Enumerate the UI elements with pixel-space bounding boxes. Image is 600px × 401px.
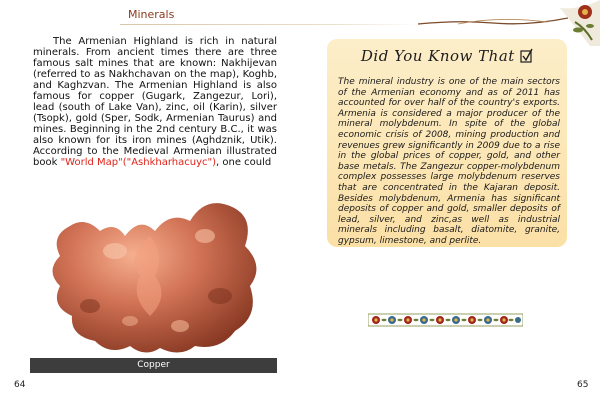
checkbox-icon [520, 48, 533, 63]
did-you-know-title-text: Did You Know That [360, 47, 515, 65]
header-swoosh-icon [418, 12, 568, 32]
copper-photo [30, 176, 277, 358]
did-you-know-title [327, 47, 567, 65]
paragraph-text: The Armenian Highland is rich in natural minerals. From ancient times there are three famous salt mines that are known: Nakhijevan (referred to as Nakhchavan on the map), Koghb, and Kaghzvan. The Armenian Highland is also famous for copper (Gugark, Zangezur, Lori), lead (south of Lake Van), zinc, oil (Karin), silver (Tsopk), gold (Sper, Sodk, Armenian Taurus) and mines. Beginning in the 2nd century B.C., it was also known for its iron mines (Aghdznik, Utik). According to the Medieval Armenian illustrated book [33, 36, 277, 168]
body-paragraph [33, 36, 277, 168]
corner-flower-icon [560, 0, 600, 46]
page-number-right: 65 [577, 380, 589, 390]
header-rule [120, 24, 420, 25]
did-you-know-text: The mineral industry is one of the main sectors of the Armenian economy and as of 2011 has accounted for over half of the country's exports. Armenia is considered a major producer of the mineral molybdenum. In spite of the global economic crisis of 2008, mining production and revenues grew significantly in 2009 due to a rise in the global prices of copper, gold, and other base metals. The Zangezur copper-molybdenum complex possesses large molybdenum reserves that are concentrated in the Kajaran deposit. Besides molybdenum, Armenia has significant deposits of copper and gold, smaller deposits of lead, silver, and zinc,as well as industrial minerals including basalt, diatomite, granite, gypsum, limestone, and perlite. [338, 77, 560, 246]
image-caption: Copper [30, 358, 277, 373]
paragraph-text-end: , one could [216, 157, 272, 168]
ornament-border-icon [368, 313, 523, 327]
chapter-title: Minerals [128, 8, 175, 21]
world-map-highlight: "World Map"("Ashkharhacuyc") [60, 157, 217, 168]
page-number-left: 64 [14, 380, 26, 390]
did-you-know-box [327, 39, 567, 247]
